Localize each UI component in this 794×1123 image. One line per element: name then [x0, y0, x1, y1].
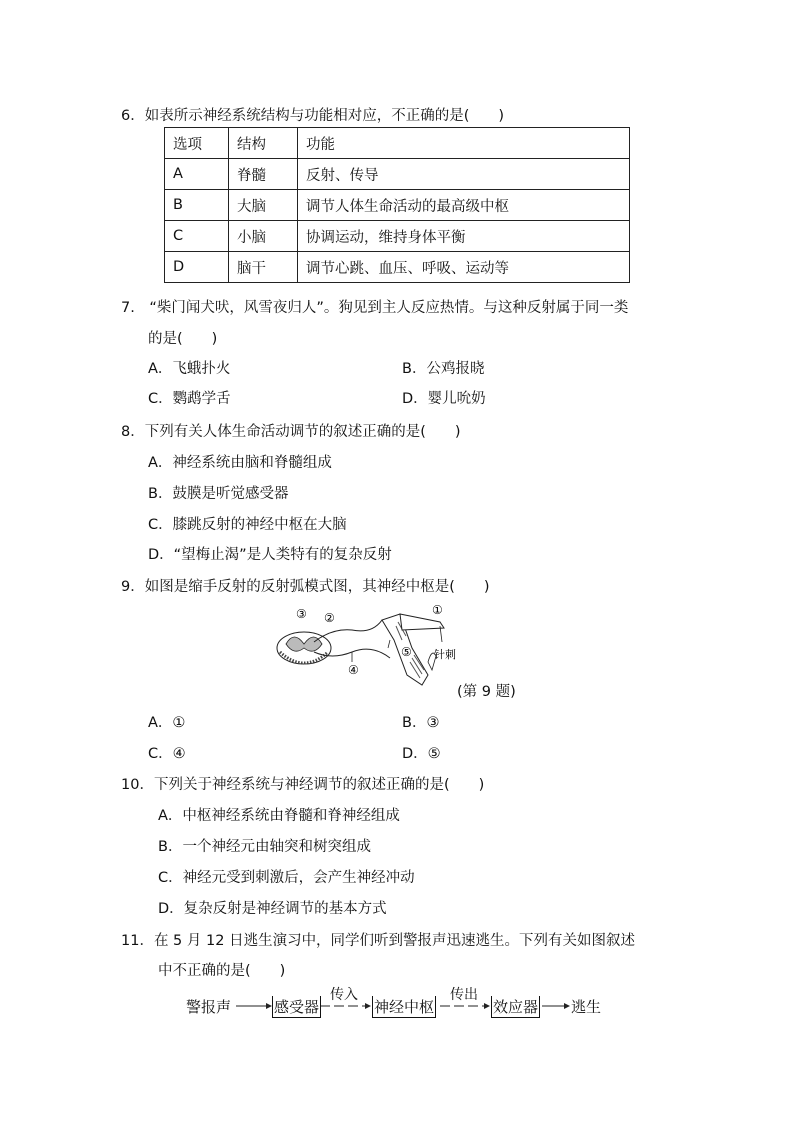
q10-option-c[interactable]: C．神经元受到刺激后，会产生神经冲动 [158, 870, 415, 886]
q6-stem: 6．如表所示神经系统结构与功能相对应，不正确的是( ) [121, 108, 505, 124]
q11-stem-line1: 11．在 5 月 12 日逃生演习中，同学们听到警报声迅速逃生。下列有关如图叙述 [121, 933, 636, 949]
q9-option-d[interactable]: D．⑤ [402, 746, 441, 762]
figure-label-2: ② [324, 611, 335, 625]
table-header-row [165, 128, 630, 159]
q7-option-a[interactable]: A．飞蛾扑火 [148, 361, 231, 377]
q10-option-d[interactable]: D．复杂反射是神经调节的基本方式 [158, 901, 387, 917]
table-cell: C [165, 221, 229, 252]
table-cell: 协调运动，维持身体平衡 [298, 221, 630, 252]
figure-label-5: ⑤ [401, 645, 412, 659]
table-row [165, 190, 630, 221]
table-cell: B [165, 190, 229, 221]
figure-label-1: ① [432, 603, 443, 617]
table-row [165, 221, 630, 252]
table-cell: 反射、传导 [298, 159, 630, 190]
figure-label-4: ④ [348, 663, 359, 677]
table-cell: 脑干 [229, 252, 298, 283]
reflex-arc-figure [272, 600, 472, 695]
q11-flow-diagram [186, 984, 616, 1024]
table-row [165, 159, 630, 190]
table-header-cell: 功能 [298, 128, 630, 159]
table-cell: 调节心跳、血压、呼吸、运动等 [298, 252, 630, 283]
q8-option-d[interactable]: D．“望梅止渴”是人类特有的复杂反射 [148, 547, 392, 563]
table-cell: A [165, 159, 229, 190]
q7-stem-line1: 7. “柴门闻犬吠，风雪夜归人”。狗见到主人反应热情。与这种反射属于同一类 [121, 300, 629, 316]
q11-stem-line2: 中不正确的是( ) [158, 963, 286, 979]
flow-center: 神经中枢 [374, 998, 435, 1016]
q7-option-c[interactable]: C．鹦鹉学舌 [148, 391, 231, 407]
q8-option-a[interactable]: A．神经系统由脑和脊髓组成 [148, 455, 332, 471]
figure-label-3: ③ [296, 607, 307, 621]
table-header-cell: 选项 [165, 128, 229, 159]
table-cell: D [165, 252, 229, 283]
table-header-cell: 结构 [229, 128, 298, 159]
table-cell: 小脑 [229, 221, 298, 252]
q9-option-c[interactable]: C．④ [148, 746, 186, 762]
q10-stem: 10．下列关于神经系统与神经调节的叙述正确的是( ) [121, 777, 485, 793]
q9-option-a[interactable]: A．① [148, 715, 186, 731]
table-row [165, 252, 630, 283]
table-cell: 调节人体生命活动的最高级中枢 [298, 190, 630, 221]
flow-out-label: 传出 [450, 987, 478, 1003]
q8-stem: 8．下列有关人体生命活动调节的叙述正确的是( ) [121, 424, 461, 440]
q9-caption: (第 9 题) [457, 684, 516, 700]
flow-receptor: 感受器 [274, 998, 320, 1016]
q7-stem-line2: 的是( ) [148, 331, 218, 347]
q7-option-d[interactable]: D．婴儿吮奶 [402, 391, 486, 407]
q9-stem: 9．如图是缩手反射的反射弧模式图，其神经中枢是( ) [121, 579, 490, 595]
flow-in-label: 传入 [330, 987, 358, 1003]
table-cell: 大脑 [229, 190, 298, 221]
flow-start: 警报声 [186, 998, 232, 1016]
q9-option-b[interactable]: B．③ [402, 715, 440, 731]
q10-option-a[interactable]: A．中枢神经系统由脊髓和脊神经组成 [158, 808, 400, 824]
flow-end: 逃生 [571, 998, 602, 1016]
q6-table [164, 127, 630, 283]
q7-option-b[interactable]: B．公鸡报晓 [402, 361, 485, 377]
q8-option-b[interactable]: B．鼓膜是听觉感受器 [148, 486, 289, 502]
table-cell: 脊髓 [229, 159, 298, 190]
flow-effector: 效应器 [493, 998, 539, 1016]
q10-option-b[interactable]: B．一个神经元由轴突和树突组成 [158, 839, 371, 855]
figure-label-needle: 针刺 [434, 648, 456, 661]
q8-option-c[interactable]: C．膝跳反射的神经中枢在大脑 [148, 517, 347, 533]
